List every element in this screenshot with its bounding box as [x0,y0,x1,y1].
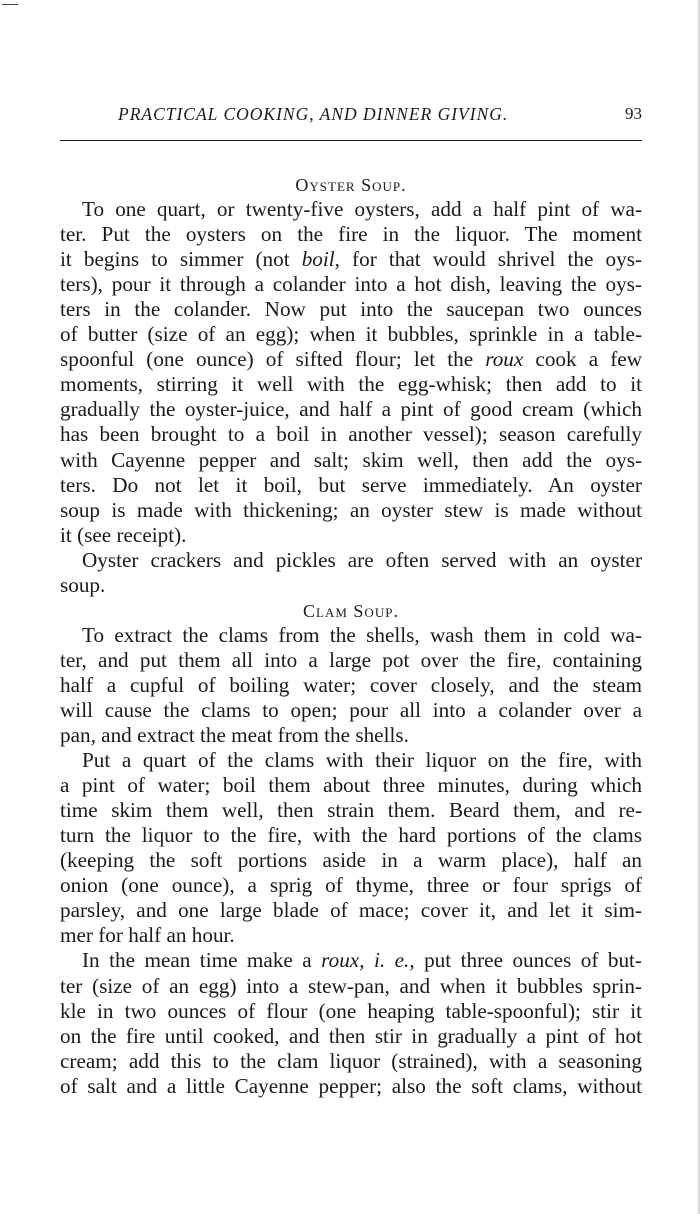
text-line: on the fire until cooked, and then stir in gradually a pint of hot [60,1023,642,1048]
paragraph [60,623,642,748]
text-line: mer for half an hour. [60,923,235,948]
text-line: moments, stirring it well with the egg-whisk; then add to it [60,372,642,397]
text-line: turn the liquor to the fire, with the hard portions of the clams [60,823,642,848]
text-line: gradually the oyster-juice, and half a pint of good cream (which [60,397,642,422]
paragraph [60,948,642,1098]
text-line: soup is made with thickening; an oyster stew is made without [60,497,642,522]
text-line: To extract the clams from the shells, wash them in cold wa- [82,622,642,647]
paragraph [60,548,642,598]
text-line: In the mean time make a roux, i. e., put three ounces of but- [82,948,642,973]
page-body [60,172,642,1099]
text-line: To one quart, or twenty-five oysters, add a half pint of wa- [82,197,642,222]
text-line: Put a quart of the clams with their liquor on the fire, with [82,748,642,773]
text-line: ters. Do not let it boil, but serve immediately. An oyster [60,472,642,497]
text-line: onion (one ounce), a sprig of thyme, three or four sprigs of [60,873,642,898]
text-line: soup. [60,572,106,597]
text-line: ters in the colander. Now put into the saucepan two ounces [60,297,642,322]
running-header [60,104,642,130]
text-line: Oyster crackers and pickles are often served with an oyster [82,547,642,572]
running-title: PRACTICAL COOKING, AND DINNER GIVING. [118,104,509,124]
header-rule [60,140,642,141]
text-line: half a cupful of boiling water; cover closely, and the steam [60,672,642,697]
section-title-oyster-soup: Oyster Soup. [295,175,407,195]
section-title-clam-soup: Clam Soup. [303,600,399,621]
text-line: kle in two ounces of flour (one heaping table-spoonful); stir it [60,998,642,1023]
page-number: 93 [625,104,642,123]
text-line: of salt and a little Cayenne pepper; also the soft clams, without [60,1073,642,1098]
text-line: of butter (size of an egg); when it bubbles, sprinkle in a table- [60,322,642,347]
text-line: (keeping the soft portions aside in a warm place), half an [60,848,642,873]
text-line: with Cayenne pepper and salt; skim well, then add the oys- [60,447,642,472]
text-line: ter. Put the oysters on the fire in the liquor. The moment [60,222,642,247]
text-line: it (see receipt). [60,522,187,547]
text-line: cream; add this to the clam liquor (strained), with a seasoning [60,1048,642,1073]
text-line: ter (size of an egg) into a stew-pan, and when it bubbles sprin- [60,973,642,998]
text-line: it begins to simmer (not boil, for that would shrivel the oys- [60,247,642,272]
paragraph [60,197,642,548]
text-line: has been brought to a boil in another vessel); season carefully [60,422,642,447]
text-line: pan, and extract the meat from the shells. [60,723,409,748]
paragraph [60,748,642,948]
text-line: a pint of water; boil them about three minutes, during which [60,773,642,798]
text-line: parsley, and one large blade of mace; cover it, and let it sim- [60,898,642,923]
text-line: ter, and put them all into a large pot over the fire, containing [60,647,642,672]
text-line: spoonful (one ounce) of sifted flour; let the roux cook a few [60,347,642,372]
text-line: will cause the clams to open; pour all into a colander over a [60,697,642,722]
scan-mark [2,4,18,5]
text-line: ters), pour it through a colander into a hot dish, leaving the oys- [60,272,642,297]
text-line: time skim them well, then strain them. Beard them, and re- [60,798,642,823]
